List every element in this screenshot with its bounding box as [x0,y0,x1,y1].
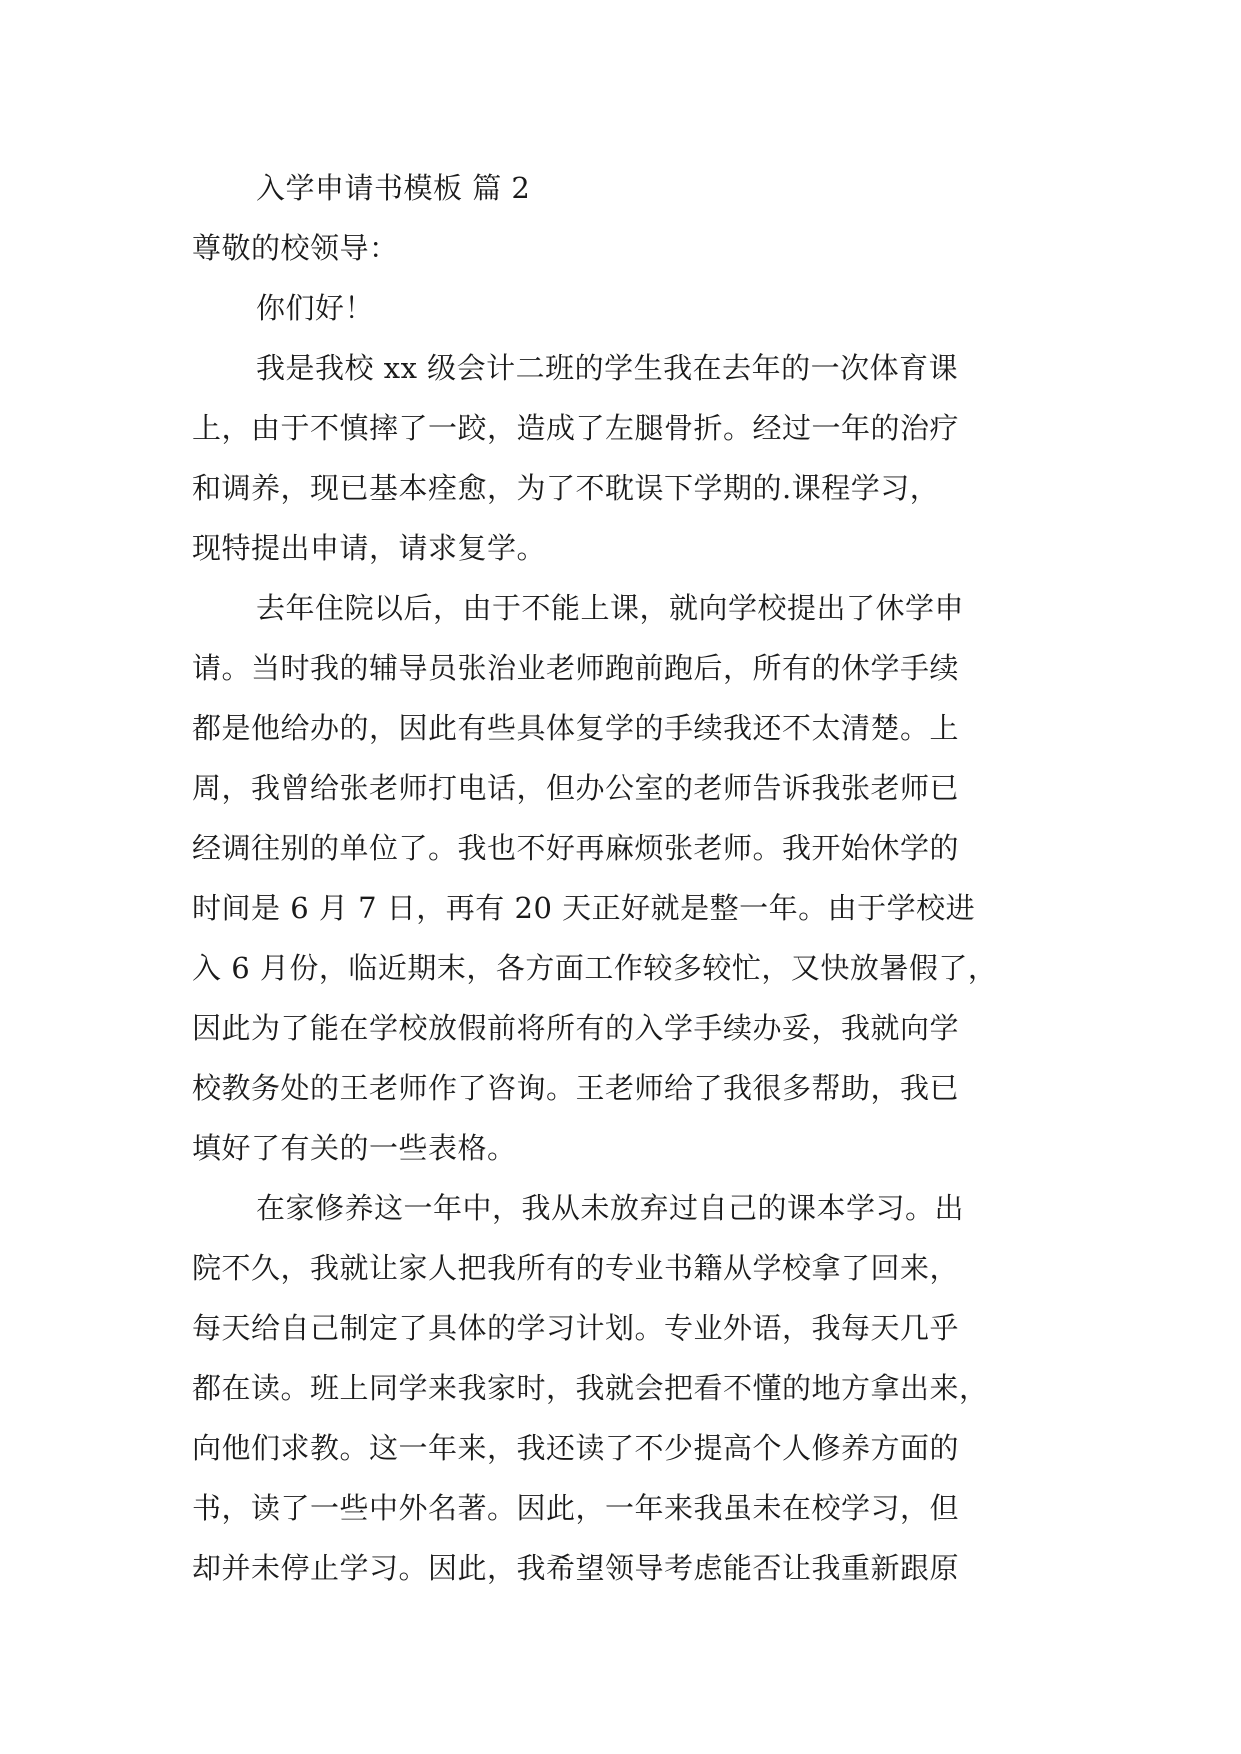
paragraph-line: 入 6 月份，临近期末，各方面工作较多较忙，又快放暑假了， [192,951,998,985]
paragraph-line: 向他们求教。这一年来，我还读了不少提高个人修养方面的 [192,1431,960,1465]
paragraph-line: 书，读了一些中外名著。因此，一年来我虽未在校学习，但 [192,1491,960,1525]
paragraph-line: 都在读。班上同学来我家时，我就会把看不懂的地方拿出来， [192,1371,989,1405]
salutation: 尊敬的校领导： [192,231,399,265]
paragraph-3 [192,1178,1054,1598]
paragraph-line: 时间是 6 月 7 日，再有 20 天正好就是整一年。由于学校进 [192,891,976,925]
paragraph-line: 校教务处的王老师作了咨询。王老师给了我很多帮助，我已 [192,1071,960,1105]
paragraph-line: 去年住院以后，由于不能上课，就向学校提出了休学申 [256,591,965,625]
paragraph-line: 周，我曾给张老师打电话，但办公室的老师告诉我张老师已 [192,771,960,805]
paragraph-line: 因此为了能在学校放假前将所有的入学手续办妥，我就向学 [192,1011,960,1045]
paragraph-line: 我是我校 xx 级会计二班的学生我在去年的一次体育课 [256,351,959,385]
paragraph-line: 院不久，我就让家人把我所有的专业书籍从学校拿了回来， [192,1251,960,1285]
paragraph-line: 现特提出申请，请求复学。 [192,531,547,565]
greeting: 你们好！ [256,291,375,325]
paragraph-line: 都是他给办的，因此有些具体复学的手续我还不太清楚。上 [192,711,960,745]
paragraph-line: 和调养，现已基本痊愈，为了不耽误下学期的.课程学习， [192,471,940,505]
paragraph-line: 在家修养这一年中，我从未放弃过自己的课本学习。出 [256,1191,965,1225]
paragraph-line: 每天给自己制定了具体的学习计划。专业外语，我每天几乎 [192,1311,960,1345]
paragraph-line: 请。当时我的辅导员张治业老师跑前跑后，所有的休学手续 [192,651,960,685]
paragraph-line: 填好了有关的一些表格。 [192,1131,517,1165]
paragraph-line: 却并未停止学习。因此，我希望领导考虑能否让我重新跟原 [192,1551,960,1585]
paragraph-1 [192,338,1054,578]
document-title: 入学申请书模板 篇 2 [256,171,531,205]
paragraph-line: 经调往别的单位了。我也不好再麻烦张老师。我开始休学的 [192,831,960,865]
document-body [192,158,1054,1598]
paragraph-line: 上，由于不慎摔了一跤，造成了左腿骨折。经过一年的治疗 [192,411,960,445]
paragraph-2 [192,578,1054,1178]
